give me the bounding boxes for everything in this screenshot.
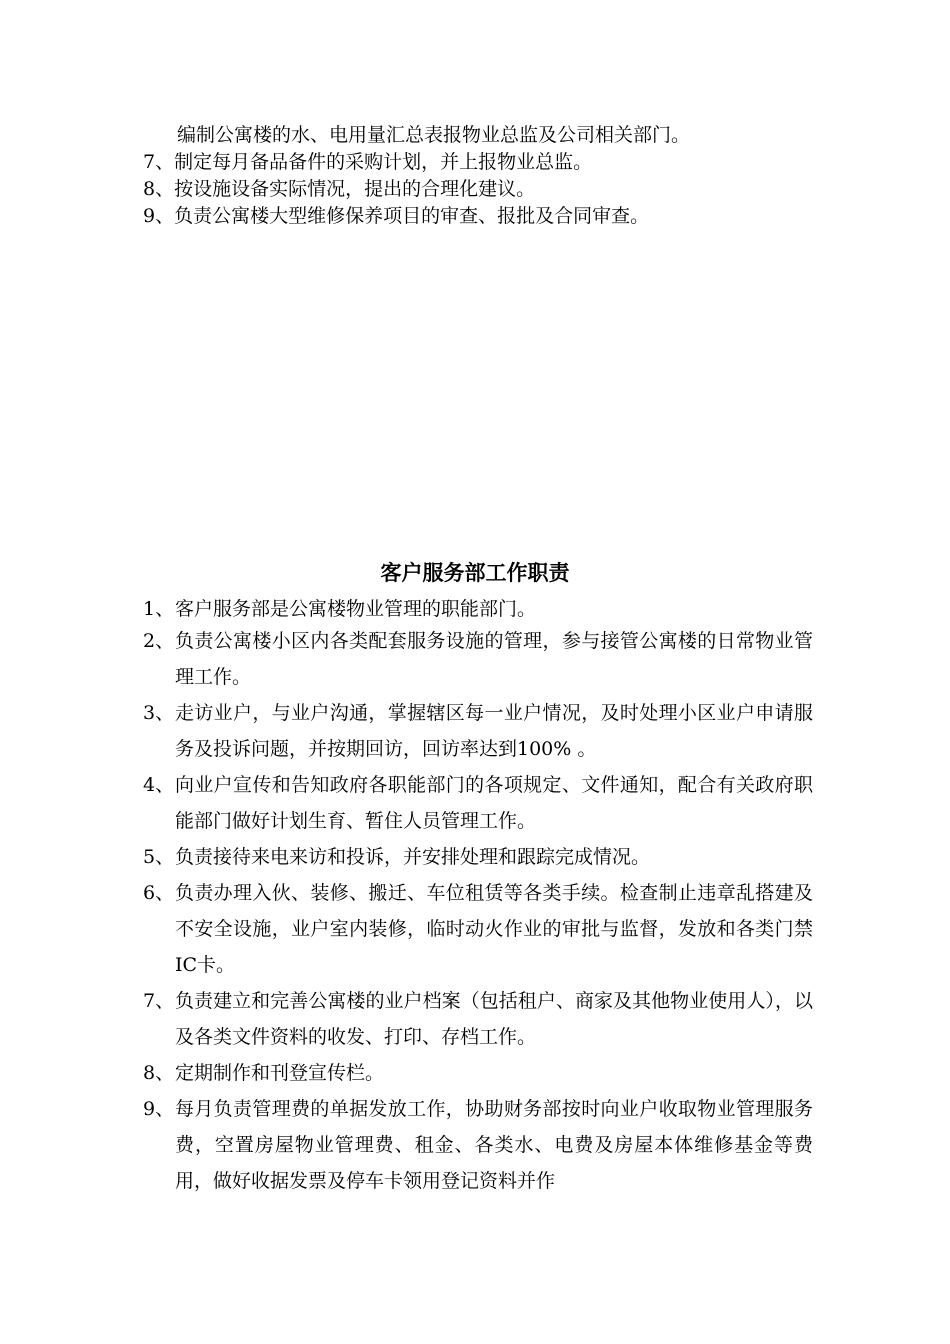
item-number: 9、	[143, 1098, 175, 1120]
list-item	[143, 983, 813, 1055]
item-number: 5、	[143, 846, 175, 868]
list-item	[143, 875, 813, 983]
item-text: 负责公寓楼小区内各类配套服务设施的管理，参与接管公寓楼的日常物业管理工作。	[175, 630, 813, 688]
item-text: 客户服务部是公寓楼物业管理的职能部门。	[175, 598, 537, 620]
item-text: 走访业户，与业户沟通，掌握辖区每一业户情况，及时处理小区业户申请服务及投诉问题，并按期回访，回访率达到100% 。	[175, 702, 813, 760]
duties-list	[143, 596, 813, 1199]
item-number: 9、	[143, 205, 175, 227]
item-text: 负责公寓楼大型维修保养项目的审查、报批及合同审查。	[174, 205, 650, 227]
item-number: 1、	[143, 598, 175, 620]
item-number: 6、	[143, 882, 175, 904]
item-number: 7、	[143, 990, 175, 1012]
item-text: 负责办理入伙、装修、搬迁、车位租赁等各类手续。检查制止违章乱搭建及不安全设施，业户室内装修，临时动火作业的审批与监督，发放和各类门禁IC卡。	[175, 882, 813, 976]
list-item	[143, 176, 813, 203]
item-number: 3、	[143, 702, 175, 724]
continuation-line: 编制公寓楼的水、电用量汇总表报物业总监及公司相关部门。	[177, 124, 691, 146]
item-number: 8、	[143, 1062, 175, 1084]
item-number: 4、	[143, 774, 175, 796]
list-item	[143, 623, 813, 695]
item-text: 向业户宣传和告知政府各职能部门的各项规定、文件通知，配合有关政府职能部门做好计划生育、暂住人员管理工作。	[175, 774, 813, 832]
list-item	[143, 1091, 813, 1199]
list-item	[143, 767, 813, 839]
list-item	[143, 1055, 813, 1091]
item-text: 负责建立和完善公寓楼的业户档案（包括租户、商家及其他物业使用人），以及各类文件资料的收发、打印、存档工作。	[175, 990, 813, 1048]
list-item	[143, 149, 813, 176]
item-text: 每月负责管理费的单据发放工作，协助财务部按时向业户收取物业管理服务费，空置房屋物业管理费、租金、各类水、电费及房屋本体维修基金等费用，做好收据发票及停车卡领用登记资料并作	[175, 1098, 813, 1192]
item-number: 2、	[143, 630, 175, 652]
item-number: 8、	[143, 178, 175, 200]
item-text: 按设施设备实际情况，提出的合理化建议。	[174, 178, 536, 200]
section-title: 客户服务部工作职责	[380, 560, 570, 585]
item-text: 制定每月备品备件的采购计划，并上报物业总监。	[174, 151, 593, 173]
top-list	[143, 122, 813, 230]
item-number: 7、	[143, 151, 175, 173]
item-text: 定期制作和刊登宣传栏。	[175, 1062, 385, 1084]
list-item	[143, 203, 813, 230]
item-text: 负责接待来电来访和投诉，并安排处理和跟踪完成情况。	[175, 846, 651, 868]
list-item	[143, 695, 813, 767]
list-item	[143, 839, 813, 875]
list-item	[143, 596, 813, 623]
